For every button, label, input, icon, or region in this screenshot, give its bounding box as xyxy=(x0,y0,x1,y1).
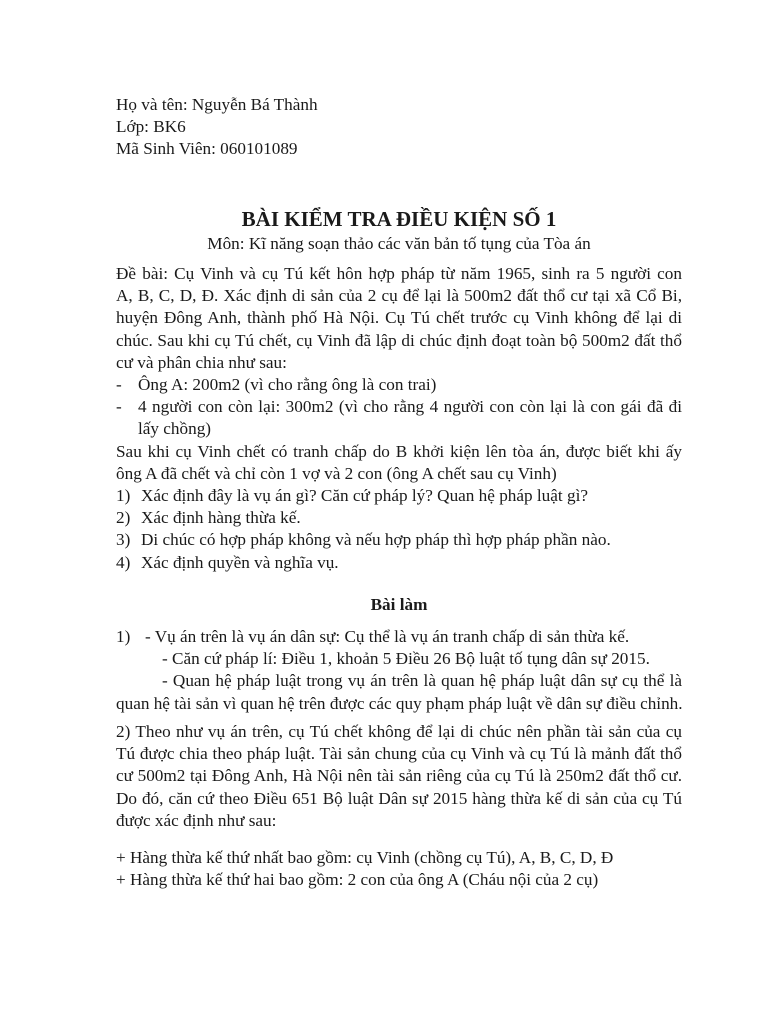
answer-line: quan hệ tài sản vì quan hệ trên được các quy phạm pháp luật về dân sự điều chỉnh. xyxy=(116,693,683,713)
heir-list xyxy=(116,847,682,891)
problem-line: ông A đã chết và chỉ còn 1 vợ và 2 con (ông A chết sau cụ Vinh) xyxy=(116,463,557,483)
student-class-line: Lớp: BK6 xyxy=(116,117,186,137)
question-text: Di chúc có hợp pháp không và nếu hợp pháp thì hợp pháp phần nào. xyxy=(141,530,611,550)
question-item xyxy=(116,529,682,551)
list-item xyxy=(116,396,682,440)
answer-heading: Bài làm xyxy=(370,595,428,614)
problem-line: chúc. Sau khi cụ Tú chết, cụ Vinh đã lập di chúc định đoạt toàn bộ 500m2 đất thổ xyxy=(116,330,682,350)
problem-line: A, B, C, D, Đ. Xác định di sản của 2 cụ để lại là 500m2 đất thổ cư tại xã Cổ Bi, xyxy=(116,286,682,306)
question-text: Xác định đây là vụ án gì? Căn cứ pháp lý? Quan hệ pháp luật gì? xyxy=(141,486,588,506)
list-item-text: Ông A: 200m2 (vì cho rằng ông là con trai) xyxy=(138,375,437,395)
problem-line: cư và phân chia như sau: xyxy=(116,352,287,372)
list-item xyxy=(116,374,682,396)
answer-number: 1) xyxy=(116,627,131,646)
answer-line: - Quan hệ pháp luật trong vụ án trên là quan hệ pháp luật dân sự cụ thể là xyxy=(162,671,682,691)
question-item xyxy=(116,485,682,507)
student-info xyxy=(116,94,682,161)
heir-line: + Hàng thừa kế thứ hai bao gồm: 2 con của ông A (Cháu nội của 2 cụ) xyxy=(116,870,599,890)
answer-line: cư 500m2 tại Đông Anh, Hà Nội nên tài sản riêng của cụ Tú là 250m2 đất thổ cư. xyxy=(116,766,682,786)
answer-part-2 xyxy=(116,721,682,832)
heir-line: + Hàng thừa kế thứ nhất bao gồm: cụ Vinh (chồng cụ Tú), A, B, C, D, Đ xyxy=(116,848,614,867)
answer-line: được xác định như sau: xyxy=(116,810,277,830)
student-name-line: Họ và tên: Nguyễn Bá Thành xyxy=(116,95,318,114)
problem-line: Sau khi cụ Vinh chết có tranh chấp do B khởi kiện lên tòa án, được biết khi ấy xyxy=(116,441,682,461)
question-item xyxy=(116,507,682,529)
question-number: 3) xyxy=(116,530,131,550)
answer-part-1 xyxy=(116,626,682,715)
question-number: 1) xyxy=(116,486,131,506)
question-item xyxy=(116,552,682,574)
problem-line: huyện Đông Anh, thành phố Hà Nội. Cụ Tú chết trước cụ Vinh không để lại di xyxy=(116,308,682,328)
dash-bullet: - xyxy=(116,397,122,417)
student-id-line: Mã Sinh Viên: 060101089 xyxy=(116,139,298,159)
list-item-text: 4 người con còn lại: 300m2 (vì cho rằng 4 người con còn lại là con gái đã đi xyxy=(138,397,682,417)
question-text: Xác định hàng thừa kế. xyxy=(141,508,301,528)
answer-line: Do đó, căn cứ theo Điều 651 Bộ luật Dân sự 2015 hàng thừa kế di sản của cụ Tú xyxy=(116,788,682,808)
dash-bullet: - xyxy=(116,375,122,395)
answer-item xyxy=(116,626,682,693)
problem-statement xyxy=(116,263,682,574)
problem-line: Đề bài: Cụ Vinh và cụ Tú kết hôn hợp pháp từ năm 1965, sinh ra 5 người con xyxy=(116,264,682,283)
document-title: BÀI KIỂM TRA ĐIỀU KIỆN SỐ 1 xyxy=(241,207,557,231)
question-number: 4) xyxy=(116,552,131,572)
answer-line: 2) Theo như vụ án trên, cụ Tú chết không để lại di chúc nên phần tài sản của cụ xyxy=(116,722,682,741)
question-text: Xác định quyền và nghĩa vụ. xyxy=(141,552,339,572)
answer-line: - Vụ án trên là vụ án dân sự: Cụ thể là vụ án tranh chấp di sản thừa kế. xyxy=(145,627,630,646)
list-item-text: lấy chồng) xyxy=(138,419,212,439)
document-subtitle: Môn: Kĩ năng soạn thảo các văn bản tố tụng của Tòa án xyxy=(207,234,591,253)
answer-line: - Căn cứ pháp lí: Điều 1, khoản 5 Điều 26 Bộ luật tố tụng dân sự 2015. xyxy=(162,649,650,669)
question-number: 2) xyxy=(116,508,131,528)
answer-line: Tú được chia theo pháp luật. Tài sản chung của cụ Vinh và cụ Tú là mảnh đất thổ xyxy=(116,744,682,764)
